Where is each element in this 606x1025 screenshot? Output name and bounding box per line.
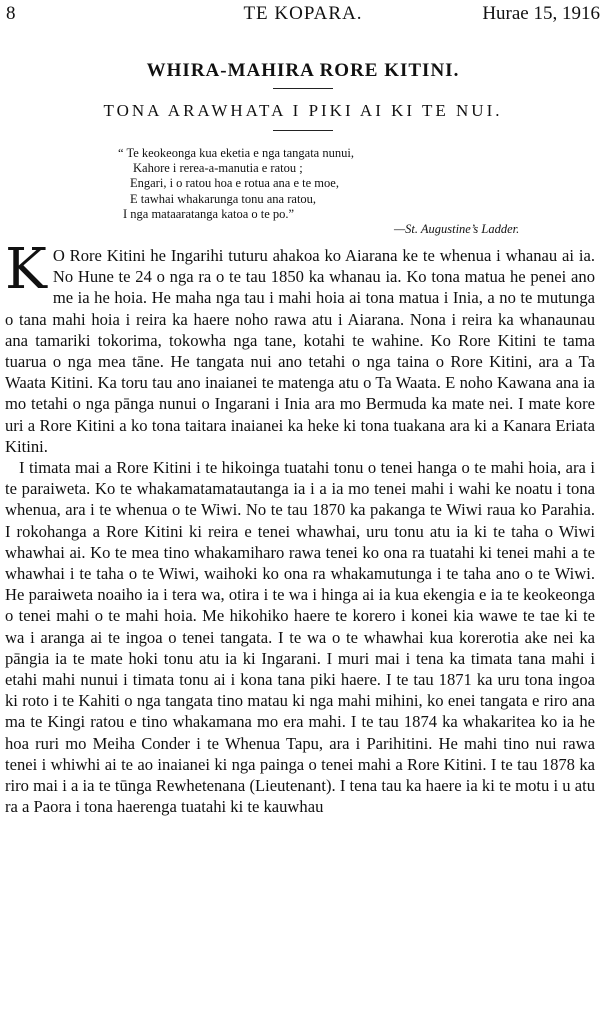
paragraph [5, 237, 595, 457]
article-body [5, 237, 595, 817]
page-number: 8 [6, 3, 16, 24]
verse-line: “ Te keokeonga kua eketia e nga tangata nunui, [118, 146, 354, 160]
subtitle-rule [273, 130, 333, 131]
publication-title: TE KOPARA. [243, 3, 363, 24]
verse-attribution: —St. Augustine’s Ladder. [394, 222, 520, 236]
drop-cap: K [5, 237, 47, 302]
running-header [0, 3, 606, 27]
article-title: WHIRA-MAHIRA RORE KITINI. [146, 60, 460, 81]
verse-line: E tawhai whakarunga tonu ana ratou, [130, 192, 317, 206]
verse-line: Kahore i rerea-a-manutia e ratou ; [133, 161, 303, 175]
issue-date: Hurae 15, 1916 [482, 3, 600, 24]
title-rule [273, 88, 333, 89]
article-subtitle: TONA ARAWHATA I PIKI AI KI TE NUI. [103, 101, 503, 120]
paragraph: I timata mai a Rore Kitini i te hikoinga tuatahi tonu o tenei hanga o te mahi hoia, ara i te paraiweta. Ko te whakamatamatautanga ia i a ia mo tenei mahi i wahi ke noatu i tona whenua, ara i te whenua o te Wiwi. No te tau 1870 ka pakanga te Wiwi raua ko Parahia. I rokohanga a Rore Kitini ki reira e tenei whawhai, uru tonu atu ia ki te taha o Wiwi whawhai ai. Ko te mea tino whakamiharo rawa tenei ko ona ra tuatahi ki tenei mahi a te whawhai i te taha o te Wiwi, waihoki ko ona ra whakamutunga i te taha ano o te Wiwi. He paraiweta noaiho ia i tera wa, otira i te wa i hinga ai ia kua ekengia e ia te keokeonga o tenei mahi o te mahi hoia. Me hikohiko haere te korero i konei kia wawe te tae ki te wa i aranga ai te ingoa o tenei tangata. I te wa o te whawhai kua korerotia ake nei ka pāngia ia te mate hoki tonu atu ia ki Ingarani. I muri mai i tena ka timata tana mahi i etahi mahi nunui i timata tonu ai i kona tana piki haere. I te tau 1871 ka uru tona ingoa ki roto i te Kahiti o nga tangata tino matau ki nga mahi mihini, ko enei tangata e riro ana ma te Kingi ratou e tino whakamana mo era mahi. I te tau 1874 ka whakaritea ko ia he hoa ruri mo Meiha Conder i te Whenua Tapu, ara i Parihitini. He mahi tino nui rawa tenei i whiwhi ai te ao inaianei ki nga painga o tenei mahi a Rore Kitini. I te tau 1878 ka riro mai i a ia te tūnga Rewhetenana (Lieutenant). I tena tau ka haere ia ki te motu i u atu ra a Paora i tona haerenga tuatahi ki te kauwhau [5, 458, 595, 817]
verse-line: Engari, i o ratou hoa e rotua ana e te moe, [130, 176, 339, 190]
verse-line: I nga mataaratanga katoa o te po.” [123, 207, 295, 221]
paragraph-text: O Rore Kitini he Ingarihi tuturu ahakoa ko Aiarana ke te whenua i whanau ai ia. No Hune te 24 o nga ra o te tau 1850 ka whanau ia. Ko tona matua he penei ano me ia he hoia. He maha nga tau i mahi hoia ai tona matua i Inia, a no te mutunga o tana mahi hoia i reira ka haere noho rawa atu i Aiarana. Nona i reira ka whanaunau ana tamariki tokorima, tokowha nga tane, kotahi te wahine. Ko Rore Kitini te tama tuarua o nga mea tāne. He tangata nui ano tetahi o nga taina o Rore Kitini, ara a Ta Waata Kitini. Ka toru tau ano inaianei te matenga atu o Ta Waata. E noho Kawana ana ia mo tetahi o nga pānga nunui o Ingarani i Inia ara mo Bermuda ka mate nei. I mate kore uri a Rore Kitini a ko tona taitara inaianei ka heke ki tona tuakana ara ki a Kanara Eriata Kitini. [5, 246, 595, 456]
